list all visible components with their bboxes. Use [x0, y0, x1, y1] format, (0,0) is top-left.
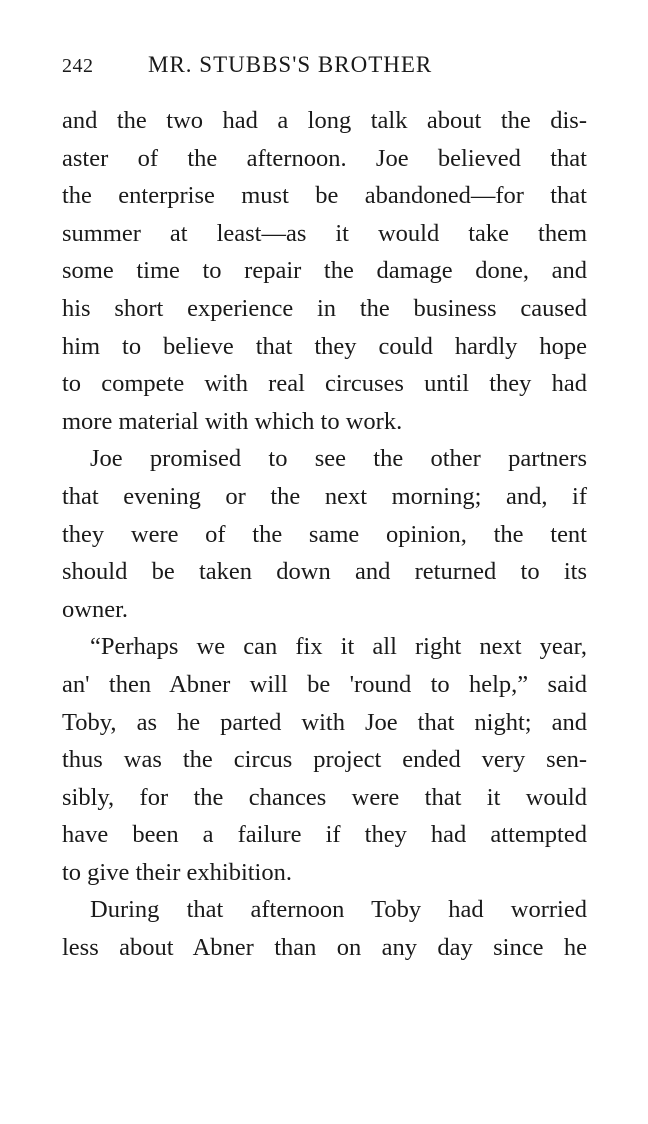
text-line: and the two had a long talk about the dis-: [62, 107, 587, 134]
text-line: owner.: [62, 595, 128, 623]
text-line: sibly, for the chances were that it would: [62, 783, 587, 811]
text-line: Toby, as he parted with Joe that night; and: [62, 708, 587, 736]
text-line: his short experience in the business caused: [62, 294, 587, 322]
page-number: 242: [62, 55, 94, 77]
running-head-title: MR. STUBBS'S BROTHER: [148, 52, 433, 77]
text-line: him to believe that they could hardly hope: [62, 332, 587, 360]
body-text: [62, 102, 587, 967]
page-content: [62, 52, 587, 967]
text-line: they were of the same opinion, the tent: [62, 520, 587, 548]
text-line: Joe promised to see the other partners: [90, 445, 587, 473]
text-line: should be taken down and returned to its: [62, 558, 587, 586]
text-line: have been a failure if they had attempted: [62, 821, 587, 849]
text-line: that evening or the next morning; and, if: [62, 482, 587, 510]
text-line: thus was the circus project ended very sen-: [62, 746, 587, 774]
text-line: aster of the afternoon. Joe believed that: [62, 144, 587, 172]
text-line: “Perhaps we can fix it all right next year,: [90, 633, 587, 661]
text-line: the enterprise must be abandoned—for that: [62, 182, 587, 210]
text-line: less about Abner than on any day since he: [62, 934, 587, 962]
running-head: [62, 52, 587, 86]
text-line: an' then Abner will be 'round to help,” said: [62, 670, 587, 698]
text-line: summer at least—as it would take them: [62, 219, 587, 247]
text-line: During that afternoon Toby had worried: [90, 896, 587, 924]
text-line: to give their exhibition.: [62, 858, 292, 886]
text-line: some time to repair the damage done, and: [62, 257, 587, 285]
text-line: more material with which to work.: [62, 407, 403, 435]
text-line: to compete with real circuses until they had: [62, 370, 587, 398]
